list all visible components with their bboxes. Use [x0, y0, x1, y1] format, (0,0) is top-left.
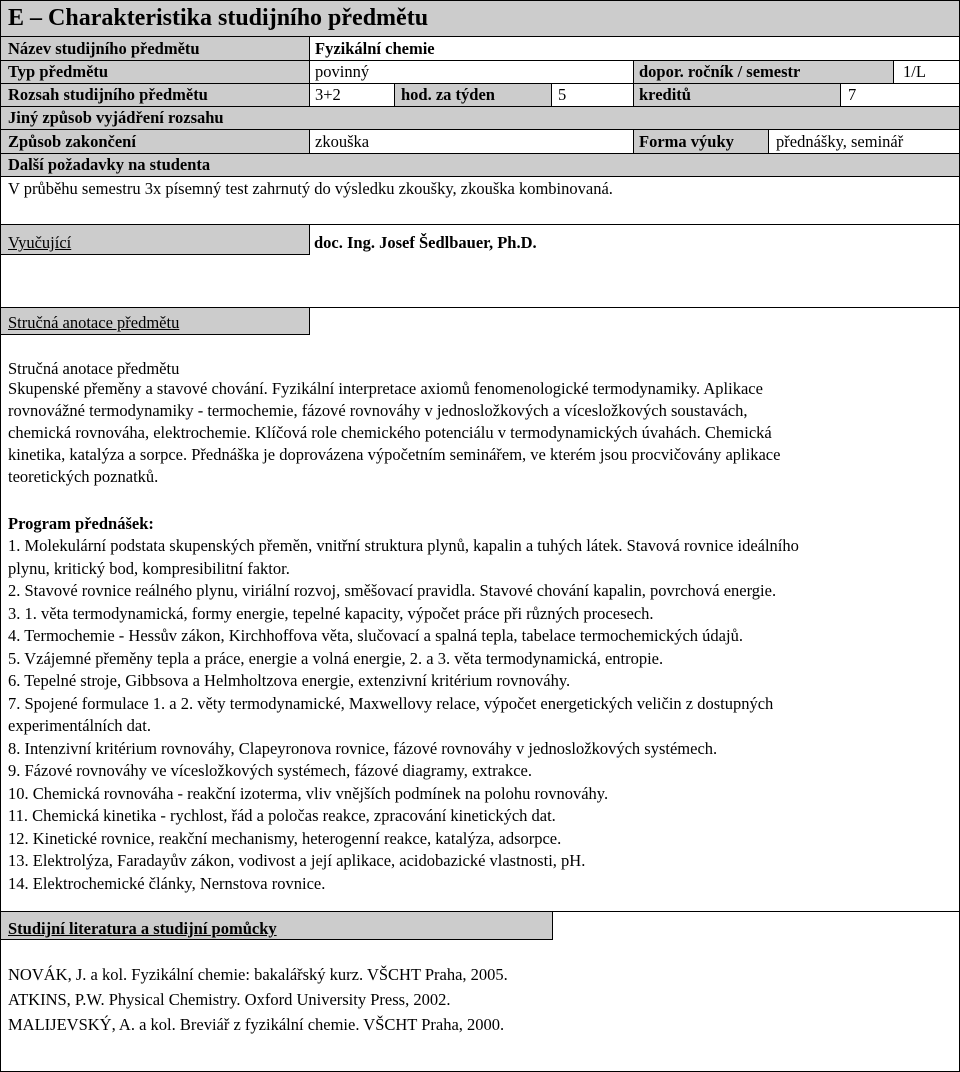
requirements-label: Další požadavky na studenta: [8, 155, 211, 174]
year-value: 1/L: [903, 62, 926, 81]
list-item: MALIJEVSKÝ, A. a kol. Breviář z fyzikální chemie. VŠCHT Praha, 2000.: [8, 1015, 505, 1034]
scope-label: Rozsah studijního předmětu: [8, 85, 208, 104]
literature-list: [8, 962, 508, 1037]
teachers-label: Vyučující: [8, 233, 72, 252]
list-item: 13. Elektrolýza, Faradayův zákon, vodivost a její aplikace, acidobazické vlastnosti, pH.: [8, 851, 586, 870]
hours-label: hod. za týden: [401, 85, 495, 104]
scope-value: 3+2: [315, 85, 341, 104]
annotation-header: Stručná anotace předmětu: [8, 313, 180, 332]
type-value: povinný: [315, 62, 370, 81]
teachers-value: doc. Ing. Josef Šedlbauer, Ph.D.: [314, 233, 537, 252]
list-item: ATKINS, P.W. Physical Chemistry. Oxford University Press, 2002.: [8, 990, 451, 1009]
list-item: 10. Chemická rovnováha - reakční izoterma, vliv vnějších podmínek na polohu rovnováhy.: [8, 783, 609, 803]
list-item: 7. Spojené formulace 1. a 2. věty termodynamické, Maxwellovy relace, výpočet energetických veličin z dostupných: [8, 693, 774, 713]
name-label: Název studijního předmětu: [8, 39, 200, 58]
list-item: experimentálních dat.: [8, 716, 151, 735]
completion-value: zkouška: [315, 132, 370, 151]
annotation-line: teoretických poznatků.: [8, 467, 159, 486]
list-item: 8. Intenzivní kritérium rovnováhy, Clapeyronova rovnice, fázové rovnováhy v jednosložkových systémech.: [8, 738, 718, 758]
completion-label: Způsob zakončení: [8, 132, 136, 151]
annotation-line: kinetika, katalýza a sorpce. Přednáška je doprovázena výpočetním seminářem, ve kterém jsou procvičovány aplikace: [8, 445, 781, 464]
form-value: přednášky, seminář: [776, 132, 904, 151]
page-title: E – Charakteristika studijního předmětu: [8, 5, 429, 31]
annotation-line: rovnovážné termodynamiky - termochemie, fázové rovnováhy v jednosložkových a vícesložkových soustavách,: [8, 401, 748, 420]
program-heading: Program přednášek:: [8, 514, 154, 533]
list-item: 14. Elektrochemické články, Nernstova rovnice.: [8, 873, 326, 893]
list-item: 1. Molekulární podstata skupenských přeměn, vnitřní struktura plynů, kapalin a tuhých látek. Stavová rovnice ideálního: [8, 536, 799, 555]
form-label: Forma výuky: [639, 132, 734, 151]
credits-value-cell: [840, 83, 960, 107]
year-label: dopor. ročník / semestr: [639, 62, 801, 81]
credits-label: kreditů: [639, 85, 691, 104]
credits-value: 7: [848, 85, 857, 104]
program-list: [8, 535, 799, 895]
hours-value: 5: [558, 85, 567, 104]
annotation-paragraph: [8, 378, 780, 488]
name-value: Fyzikální chemie: [315, 39, 435, 58]
literature-header: Studijní literatura a studijní pomůcky: [8, 919, 277, 938]
list-item: 11. Chemická kinetika - rychlost, řád a poločas reakce, zpracování kinetických dat.: [8, 806, 556, 825]
list-item: 9. Fázové rovnováhy ve vícesložkových systémech, fázové diagramy, extrakce.: [8, 761, 532, 780]
annotation-line: Skupenské přeměny a stavové chování. Fyzikální interpretace axiomů fenomenologické termodynamiky. Aplikace: [8, 379, 763, 398]
requirements-text: V průběhu semestru 3x písemný test zahrnutý do výsledku zkoušky, zkouška kombinovaná.: [8, 179, 613, 198]
list-item: 2. Stavové rovnice reálného plynu, viriální rozvoj, směšovací pravidla. Stavové chování kapalin, povrchová energie.: [8, 581, 777, 600]
annotation-line: chemická rovnováha, elektrochemie. Klíčová role chemického potenciálu v termodynamických úvahách. Chemická: [8, 423, 772, 442]
list-item: 12. Kinetické rovnice, reakční mechanismy, heterogenní reakce, katalýza, adsorpce.: [8, 828, 562, 848]
list-item: NOVÁK, J. a kol. Fyzikální chemie: bakalářský kurz. VŠCHT Praha, 2005.: [8, 965, 508, 984]
list-item: 3. 1. věta termodynamická, formy energie, tepelné kapacity, výpočet práce při různých procesech.: [8, 603, 654, 623]
list-item: 4. Termochemie - Hessův zákon, Kirchhoffova věta, slučovací a spalná tepla, tabelace termochemických údajů.: [8, 626, 743, 645]
other-scope-label: Jiný způsob vyjádření rozsahu: [8, 108, 224, 127]
annotation-subheading: Stručná anotace předmětu: [8, 359, 180, 378]
list-item: 6. Tepelné stroje, Gibbsova a Helmholtzova energie, extenzivní kritérium rovnováhy.: [8, 671, 571, 690]
type-label: Typ předmětu: [8, 62, 109, 81]
list-item: 5. Vzájemné přeměny tepla a práce, energie a volná energie, 2. a 3. věta termodynamická, entropie.: [8, 648, 664, 668]
list-item: plynu, kritický bod, kompresibilitní faktor.: [8, 558, 290, 578]
